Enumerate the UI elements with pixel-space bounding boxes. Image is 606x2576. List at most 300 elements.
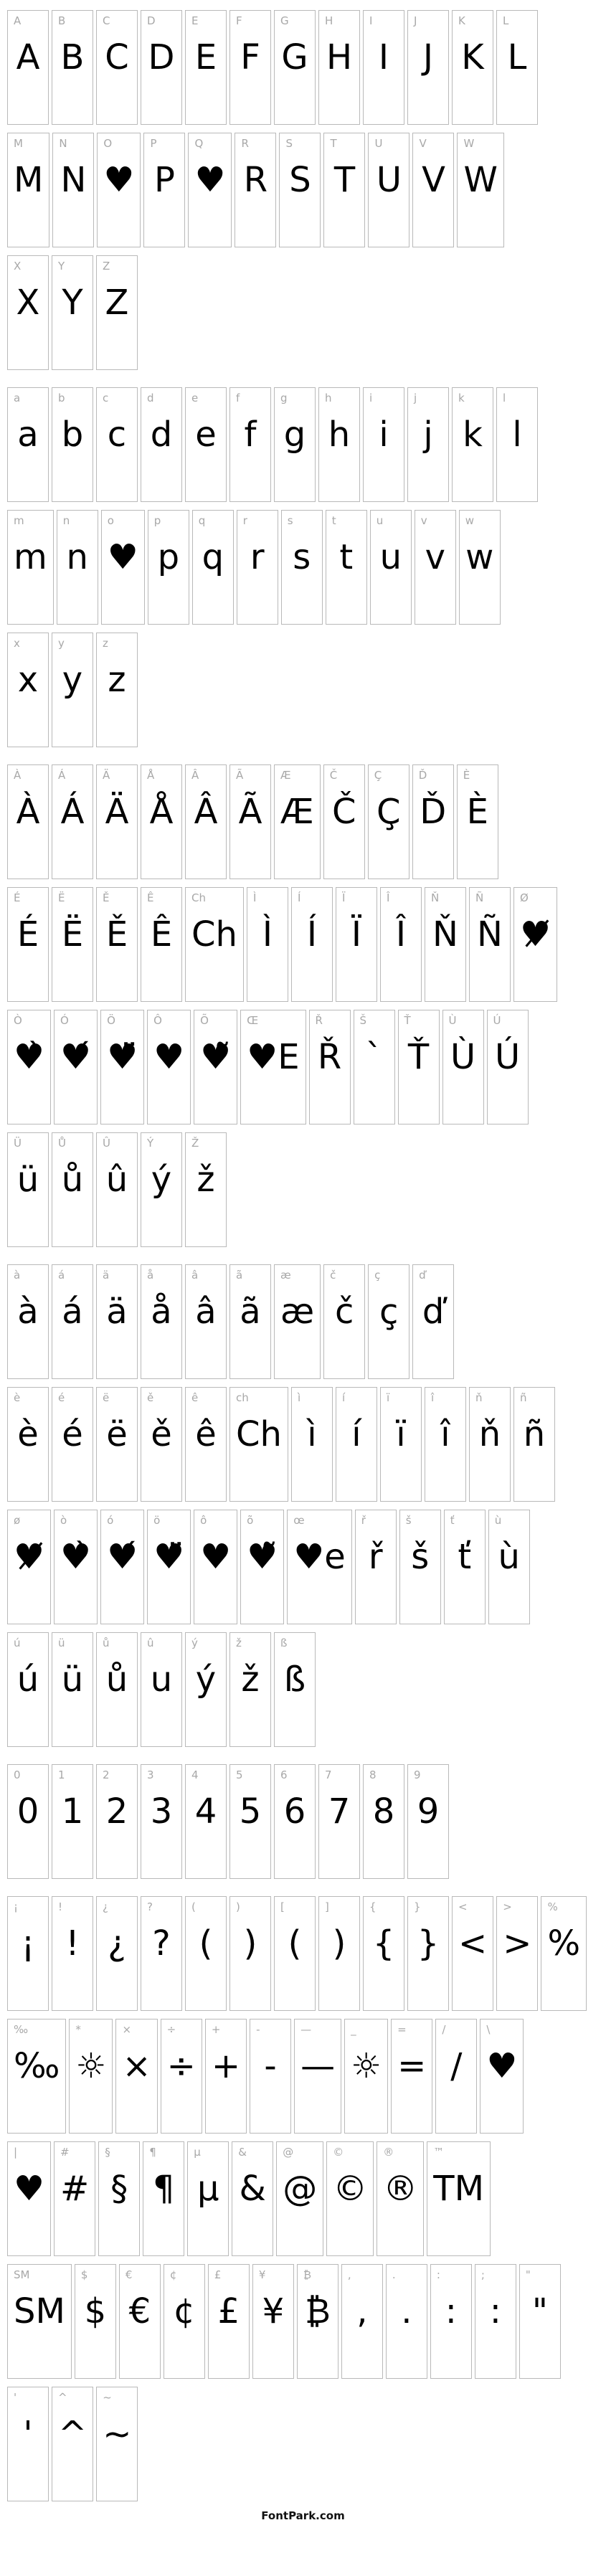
- glyph-reference-label: T: [330, 137, 337, 150]
- glyph-reference-label: ä: [103, 1269, 110, 1282]
- glyph-cell: [52, 1896, 93, 2011]
- glyph-preview: i: [379, 414, 389, 455]
- glyph-cell: [323, 133, 365, 247]
- glyph-reference-label: ô: [200, 1514, 207, 1527]
- glyph-preview: ů: [61, 1159, 84, 1200]
- glyph-cell: [141, 1632, 182, 1747]
- glyph-preview: Č: [332, 791, 356, 832]
- glyph-reference-label: b: [58, 392, 65, 404]
- glyph-cell: [291, 887, 333, 1002]
- glyph-reference-label: Õ: [200, 1014, 209, 1027]
- glyph-preview: B: [60, 37, 85, 77]
- glyph-reference-label: A: [14, 14, 22, 27]
- glyph-row-lower-a-l: [7, 387, 606, 502]
- glyph-reference-label: C: [103, 14, 110, 27]
- glyph-reference-label: Q: [194, 137, 204, 150]
- glyph-reference-label: Ě: [103, 891, 110, 904]
- glyph-preview: É: [16, 914, 39, 955]
- glyph-reference-label: t: [331, 514, 336, 527]
- glyph-reference-label: %: [547, 1900, 558, 1913]
- glyph-cell: [354, 1010, 395, 1124]
- glyph-cell: [96, 887, 138, 1002]
- glyph-preview: ,: [356, 2291, 368, 2331]
- glyph-preview: W: [463, 159, 498, 200]
- glyph-reference-label: g: [280, 392, 288, 404]
- glyph-reference-label: š: [405, 1514, 412, 1527]
- glyph-preview: Ê: [150, 914, 173, 955]
- glyph-reference-label: ch: [236, 1391, 249, 1404]
- glyph-cell: [141, 387, 182, 502]
- glyph-reference-label: Û: [103, 1137, 110, 1150]
- glyph-cell: [250, 2019, 291, 2134]
- glyph-reference-label: @: [283, 2146, 294, 2159]
- glyph-reference-label: R: [241, 137, 249, 150]
- glyph-cell: [52, 387, 93, 502]
- glyph-cell: [185, 1632, 227, 1747]
- glyph-reference-label: P: [150, 137, 157, 150]
- glyph-reference-label: 6: [280, 1768, 288, 1781]
- glyph-preview: (: [199, 1923, 213, 1964]
- glyph-cell: [247, 887, 288, 1002]
- glyph-preview: Ì: [262, 914, 273, 955]
- glyph-preview: ♥: [14, 2168, 45, 2209]
- glyph-reference-label: û: [147, 1637, 154, 1649]
- glyph-row-caps-m-w: [7, 133, 606, 247]
- glyph-reference-label: Ô: [153, 1014, 162, 1027]
- glyph-cell: [54, 1510, 98, 1624]
- glyph-preview: V: [422, 159, 445, 200]
- glyph-reference-label: [: [280, 1900, 285, 1913]
- glyph-preview: Á: [60, 791, 85, 832]
- glyph-cell: [240, 1510, 284, 1624]
- glyph-cell: [7, 255, 49, 370]
- glyph-cell: [194, 1010, 237, 1124]
- glyph-reference-label: m: [14, 514, 24, 527]
- glyph-cell: [480, 2019, 524, 2134]
- glyph-reference-label: ë: [103, 1391, 110, 1404]
- glyph-cell: [399, 1510, 441, 1624]
- glyph-reference-label: ê: [191, 1391, 199, 1404]
- glyph-preview: ×: [122, 2045, 151, 2086]
- glyph-cell: [52, 133, 94, 247]
- glyph-preview: È: [466, 791, 488, 832]
- glyph-cell: [487, 1010, 529, 1124]
- glyph-reference-label: *: [75, 2023, 81, 2036]
- glyph-reference-label: Ž: [191, 1137, 199, 1150]
- glyph-reference-label: ï: [386, 1391, 390, 1404]
- glyph-preview: û: [105, 1159, 128, 1200]
- glyph-cell: [469, 887, 511, 1002]
- glyph-cell: [496, 387, 538, 502]
- glyph-cell: [287, 1510, 352, 1624]
- glyph-preview: S: [289, 159, 311, 200]
- glyph-reference-label: j: [414, 392, 417, 404]
- glyph-cell: [185, 1764, 227, 1879]
- glyph-reference-label: :: [436, 2268, 440, 2281]
- glyph-preview: C: [105, 37, 129, 77]
- glyph-cell: [141, 1264, 182, 1379]
- glyph-cell: [398, 1010, 440, 1124]
- glyph-cell: [326, 510, 367, 625]
- glyph-cell: [52, 2387, 93, 2501]
- glyph-reference-label: ď: [419, 1269, 426, 1282]
- glyph-preview: L: [507, 37, 527, 77]
- glyph-reference-label: ß: [280, 1637, 288, 1649]
- glyph-cell: [96, 764, 138, 879]
- glyph-reference-label: \: [486, 2023, 491, 2036]
- glyph-reference-label: k: [458, 392, 465, 404]
- glyph-reference-label: à: [14, 1269, 21, 1282]
- glyph-cell: [363, 10, 404, 125]
- glyph-reference-label: Å: [147, 769, 155, 782]
- glyph-cell: [7, 1510, 51, 1624]
- glyph-preview: ®: [383, 2168, 418, 2209]
- glyph-preview: D: [148, 37, 175, 77]
- glyph-preview: N: [60, 159, 87, 200]
- glyph-preview: q: [202, 536, 224, 577]
- glyph-cell: [96, 1632, 138, 1747]
- glyph-preview: ♥: [107, 536, 138, 577]
- glyph-row-lower-x-z: [7, 633, 606, 747]
- glyph-cell: [185, 764, 227, 879]
- glyph-row-lower-accents-3: [7, 1510, 606, 1624]
- glyph-cell: [412, 133, 454, 247]
- glyph-cell: [7, 1764, 49, 1879]
- glyph-preview: á: [62, 1291, 83, 1332]
- glyph-cell: [496, 10, 538, 125]
- glyph-cell: [54, 1010, 98, 1124]
- glyph-reference-label: z: [103, 637, 108, 650]
- glyph-reference-label: ™: [433, 2146, 445, 2159]
- glyph-preview: ü: [16, 1159, 39, 1200]
- glyph-cell: [541, 1896, 587, 2011]
- glyph-cell: [69, 2019, 113, 2134]
- glyph-preview: í: [351, 1414, 361, 1454]
- glyph-preview: ï: [396, 1414, 406, 1454]
- glyph-reference-label: 1: [58, 1768, 65, 1781]
- glyph-reference-label: Ù: [448, 1014, 457, 1027]
- glyph-reference-label: L: [503, 14, 509, 27]
- glyph-cell: [425, 1387, 466, 1502]
- glyph-reference-label: p: [153, 514, 161, 527]
- glyph-reference-label: J: [414, 14, 417, 27]
- glyph-preview: A: [16, 37, 40, 77]
- glyph-preview: b: [61, 414, 84, 455]
- glyph-reference-label: N: [59, 137, 67, 150]
- glyph-reference-label: (: [191, 1900, 196, 1913]
- glyph-preview: #: [60, 2168, 90, 2209]
- glyph-cell: [297, 2264, 338, 2379]
- glyph-reference-label: ù: [494, 1514, 502, 1527]
- glyph-reference-label: Ã: [236, 769, 244, 782]
- glyph-cell: [457, 764, 498, 879]
- glyph-row-caps-accents-2: [7, 887, 606, 1002]
- glyph-cell: [252, 2264, 294, 2379]
- glyph-reference-label: G: [280, 14, 289, 27]
- glyph-preview: ù: [498, 1536, 520, 1577]
- glyph-reference-label: 0: [14, 1768, 21, 1781]
- glyph-cell: [98, 2141, 140, 2256]
- glyph-reference-label: /: [442, 2023, 446, 2036]
- glyph-cell: [363, 1764, 404, 1879]
- glyph-reference-label: î: [430, 1391, 435, 1404]
- glyph-preview: f: [244, 414, 257, 455]
- glyph-reference-label: ö: [153, 1514, 161, 1527]
- glyph-cell: [368, 1264, 409, 1379]
- glyph-cell: [7, 633, 49, 747]
- glyph-cell: [185, 387, 227, 502]
- glyph-reference-label: ý: [191, 1637, 198, 1649]
- glyph-cell: [235, 133, 276, 247]
- glyph-row-caps-accents-4: [7, 1132, 606, 1247]
- glyph-reference-label: £: [214, 2268, 222, 2281]
- glyph-preview: w: [465, 536, 494, 577]
- glyph-reference-label: I: [369, 14, 373, 27]
- glyph-preview: Ù: [450, 1036, 476, 1077]
- glyph-cell: [7, 1896, 49, 2011]
- glyph-cell: [274, 387, 316, 502]
- glyph-reference-label: !: [58, 1900, 63, 1913]
- glyph-preview: ©: [333, 2168, 368, 2209]
- glyph-cell: [380, 887, 422, 1002]
- glyph-cell: [101, 510, 145, 625]
- glyph-cell: [229, 764, 271, 879]
- glyph-preview: g: [283, 414, 306, 455]
- glyph-cell: [363, 1896, 404, 2011]
- glyph-cell: [279, 133, 321, 247]
- glyph-reference-label: 8: [369, 1768, 377, 1781]
- glyph-cell: [229, 10, 271, 125]
- glyph-cell: [7, 133, 49, 247]
- glyph-cell: [341, 2264, 383, 2379]
- glyph-preview: ~: [103, 2413, 132, 2454]
- glyph-preview: ♥E: [247, 1036, 300, 1077]
- glyph-preview: X: [16, 282, 40, 323]
- glyph-reference-label: H: [325, 14, 333, 27]
- glyph-preview: €: [128, 2291, 151, 2331]
- glyph-reference-label: ÷: [166, 2023, 176, 2036]
- glyph-cell: [7, 1010, 51, 1124]
- glyph-preview: Ch: [191, 914, 237, 955]
- glyph-preview: ë: [106, 1414, 128, 1454]
- glyph-reference-label: ]: [325, 1900, 329, 1913]
- glyph-reference-label: Æ: [280, 769, 291, 782]
- glyph-reference-label: Ď: [418, 769, 427, 782]
- glyph-reference-label: —: [300, 2023, 312, 2036]
- glyph-preview: Z: [105, 282, 129, 323]
- glyph-preview: G: [281, 37, 308, 77]
- glyph-cell: [185, 10, 227, 125]
- glyph-reference-label: e: [191, 392, 199, 404]
- glyph-cell: [96, 255, 138, 370]
- glyph-cell: [52, 10, 93, 125]
- glyph-row-accent-marks: [7, 2387, 606, 2501]
- glyph-preview: 0: [16, 1791, 39, 1832]
- glyph-cell: [54, 2141, 95, 2256]
- glyph-reference-label: 2: [103, 1768, 110, 1781]
- glyph-preview: 4: [194, 1791, 217, 1832]
- glyph-reference-label: â: [191, 1269, 199, 1282]
- glyph-reference-label: D: [147, 14, 156, 27]
- glyph-cell: [294, 2019, 341, 2134]
- glyph-preview: ?: [152, 1923, 171, 1964]
- glyph-cell: [7, 2141, 51, 2256]
- glyph-cell: [7, 10, 49, 125]
- glyph-reference-label: é: [58, 1391, 65, 1404]
- glyph-reference-label: Ů: [58, 1137, 66, 1150]
- glyph-preview: P: [153, 159, 175, 200]
- glyph-cell: [119, 2264, 161, 2379]
- glyph-reference-label: 3: [147, 1768, 154, 1781]
- glyph-preview: Ď: [420, 791, 447, 832]
- glyph-reference-label: }: [414, 1900, 421, 1913]
- glyph-cell: [7, 887, 49, 1002]
- glyph-preview: ♥̈: [107, 1036, 138, 1077]
- glyph-cell: [52, 1387, 93, 1502]
- glyph-cell: [229, 1387, 288, 1502]
- glyph-preview: Ť: [407, 1036, 430, 1077]
- glyph-cell: [407, 1764, 449, 1879]
- glyph-reference-label: Ř: [315, 1014, 323, 1027]
- glyph-reference-label: Ý: [147, 1137, 154, 1150]
- glyph-preview: ♥̀: [14, 1036, 45, 1077]
- glyph-reference-label: č: [330, 1269, 336, 1282]
- glyph-preview: —: [300, 2045, 336, 2086]
- glyph-preview: ‰: [14, 2045, 60, 2086]
- glyph-preview: Ï: [351, 914, 362, 955]
- glyph-reference-label: õ: [247, 1514, 254, 1527]
- glyph-preview: /: [450, 2045, 463, 2086]
- glyph-row-caps-a-l: [7, 10, 606, 125]
- glyph-preview: ď: [422, 1291, 445, 1332]
- glyph-reference-label: E: [191, 14, 199, 27]
- glyph-reference-label: È: [463, 769, 470, 782]
- glyph-reference-label: Ö: [107, 1014, 115, 1027]
- glyph-reference-label: d: [147, 392, 154, 404]
- glyph-cell: [229, 1632, 271, 1747]
- glyph-preview: Æ: [280, 791, 314, 832]
- glyph-cell: [141, 1132, 182, 1247]
- glyph-reference-label: ×: [122, 2023, 132, 2036]
- glyph-cell: [100, 1510, 144, 1624]
- glyph-preview: ň: [478, 1414, 501, 1454]
- glyph-cell: [344, 2019, 388, 2134]
- glyph-cell: [96, 2387, 138, 2501]
- glyph-cell: [412, 764, 454, 879]
- glyph-preview: ř: [368, 1536, 383, 1577]
- glyph-reference-label: Ê: [147, 891, 154, 904]
- glyph-reference-label: ~: [103, 2391, 112, 2404]
- glyph-cell: [7, 1632, 49, 1747]
- glyph-preview: ♥́: [107, 1536, 138, 1577]
- glyph-preview: £: [217, 2291, 240, 2331]
- glyph-reference-label: Ü: [14, 1137, 22, 1150]
- glyph-row-caps-accents-1: [7, 764, 606, 879]
- glyph-reference-label: ;: [480, 2268, 485, 2281]
- glyph-row-caps-x-z: [7, 255, 606, 370]
- glyph-reference-label: X: [14, 260, 22, 273]
- glyph-preview: ): [332, 1923, 346, 1964]
- glyph-preview: ¢: [173, 2291, 196, 2331]
- glyph-preview: Ě: [105, 914, 128, 955]
- glyph-preview: z: [108, 659, 126, 700]
- glyph-cell: [513, 887, 557, 1002]
- glyph-preview: v: [425, 536, 445, 577]
- glyph-cell: [475, 2264, 516, 2379]
- glyph-cell: [318, 1896, 360, 2011]
- glyph-reference-label: &: [238, 2146, 247, 2159]
- glyph-reference-label: w: [465, 514, 475, 527]
- glyph-reference-label: Y: [58, 260, 65, 273]
- glyph-reference-label: ¡: [14, 1900, 19, 1913]
- glyph-cell: [229, 1764, 271, 1879]
- glyph-preview: d: [150, 414, 173, 455]
- glyph-reference-label: Î: [386, 891, 390, 904]
- glyph-reference-label: 5: [236, 1768, 243, 1781]
- glyph-cell: [143, 2141, 184, 2256]
- glyph-reference-label: ¶: [149, 2146, 156, 2159]
- glyph-reference-label: n: [62, 514, 70, 527]
- glyph-preview: Ř: [317, 1036, 342, 1077]
- glyph-preview: å: [151, 1291, 172, 1332]
- glyph-preview: (: [288, 1923, 302, 1964]
- glyph-reference-label: ú: [14, 1637, 21, 1649]
- glyph-preview: %: [547, 1923, 581, 1964]
- glyph-reference-label: á: [58, 1269, 65, 1282]
- glyph-cell: [96, 1264, 138, 1379]
- glyph-preview: j: [423, 414, 433, 455]
- glyph-cell: [161, 2019, 202, 2134]
- glyph-reference-label: Ì: [252, 891, 257, 904]
- glyph-reference-label: ì: [297, 1391, 301, 1404]
- glyph-preview: Î: [395, 914, 407, 955]
- glyph-reference-label: ó: [107, 1514, 114, 1527]
- glyph-preview: &: [239, 2168, 266, 2209]
- glyph-cell: [274, 1764, 316, 1879]
- glyph-preview: Ä: [105, 791, 129, 832]
- glyph-preview: F: [240, 37, 260, 77]
- glyph-cell: [52, 887, 93, 1002]
- glyph-preview: =: [397, 2045, 427, 2086]
- glyph-preview: ♥: [103, 159, 135, 200]
- glyph-preview: ♥̈: [153, 1536, 185, 1577]
- glyph-reference-label: µ: [194, 2146, 201, 2159]
- glyph-reference-label: Œ: [247, 1014, 259, 1027]
- glyph-cell: [75, 2264, 116, 2379]
- glyph-preview: ♥̀: [60, 1536, 92, 1577]
- glyph-cell: [7, 2264, 72, 2379]
- glyph-preview: ñ: [523, 1414, 546, 1454]
- glyph-reference-label: l: [503, 392, 506, 404]
- glyph-preview: 6: [283, 1791, 306, 1832]
- glyph-preview: m: [14, 536, 47, 577]
- glyph-preview: ♥̃: [247, 1536, 278, 1577]
- glyph-cell: [7, 1264, 49, 1379]
- glyph-preview: ì: [307, 1414, 317, 1454]
- glyph-reference-label: ^: [58, 2391, 67, 2404]
- glyph-cell: [141, 1896, 182, 2011]
- glyph-cell: [52, 633, 93, 747]
- glyph-preview: Å: [149, 791, 174, 832]
- glyph-preview: ♥̃: [200, 1036, 232, 1077]
- glyph-preview: Ň: [432, 914, 458, 955]
- glyph-preview: R: [243, 159, 268, 200]
- glyph-preview: ě: [151, 1414, 172, 1454]
- glyph-preview: s: [293, 536, 311, 577]
- glyph-preview: Ñ: [476, 914, 503, 955]
- glyph-cell: [52, 1764, 93, 1879]
- glyph-cell: [7, 2019, 66, 2134]
